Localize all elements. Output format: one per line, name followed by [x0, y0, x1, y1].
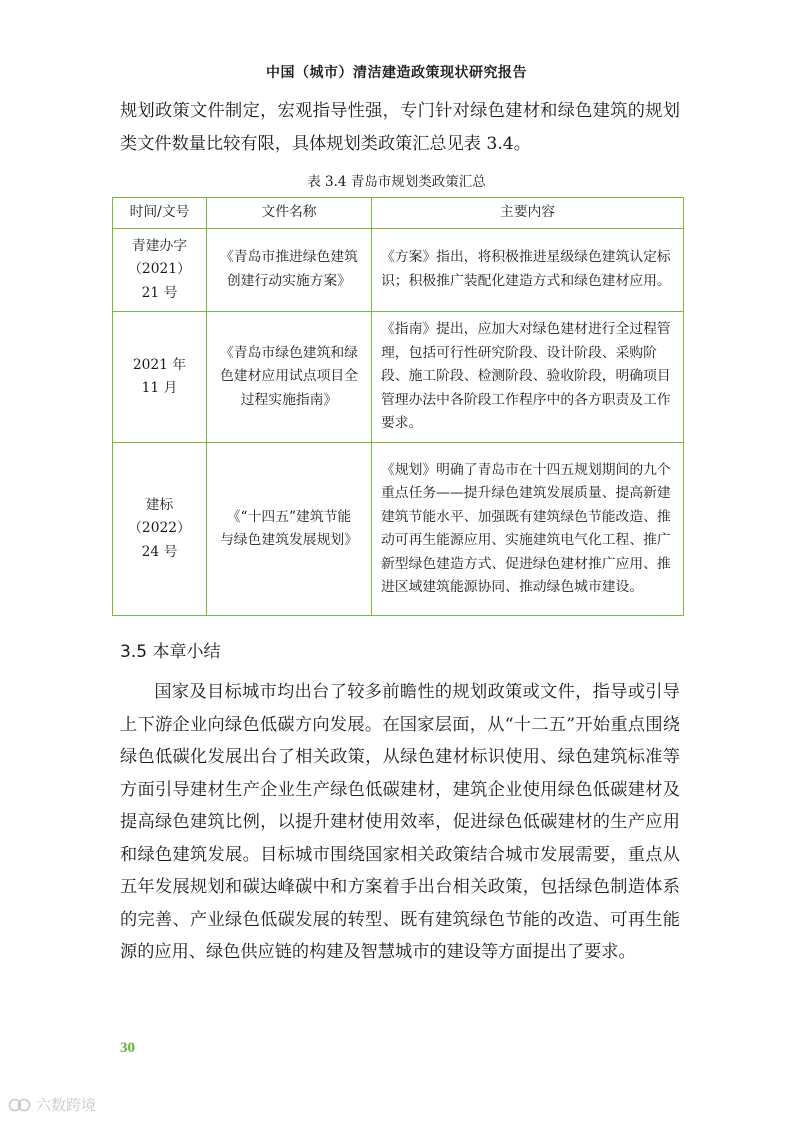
- report-header-title: 中国（城市）清洁建造政策现状研究报告: [266, 65, 527, 81]
- page-number: 30: [120, 1040, 135, 1056]
- table-caption: 表 3.4 青岛市规划类政策汇总: [307, 174, 486, 190]
- cell-name: 《青岛市绿色建筑和绿色建材应用试点项目全过程实施指南》: [207, 312, 372, 443]
- cell-time: 2021 年 11 月: [113, 312, 207, 443]
- header-time: 时间/文号: [113, 198, 207, 229]
- cell-time: 青建办字（2021）21 号: [113, 228, 207, 312]
- watermark-text: 六数跨境: [36, 1096, 97, 1114]
- cell-content: 《方案》指出，将积极推进星级绿色建筑认定标识；积极推广装配化建造方式和绿色建材应用。: [372, 228, 684, 312]
- table-row: [113, 443, 684, 616]
- watermark-logo-icon: [8, 1097, 32, 1113]
- cell-content: 《指南》提出，应加大对绿色建材进行全过程管理，包括可行性研究阶段、设计阶段、采购阶段、施工阶段、检测阶段、验收阶段，明确项目管理办法中各阶段工作程序中的各方职责及工作要求。: [372, 312, 684, 443]
- cell-name: 《“十四五”建筑节能与绿色建筑发展规划》: [207, 443, 372, 616]
- table-row: [113, 312, 684, 443]
- cell-name: 《青岛市推进绿色建筑创建行动实施方案》: [207, 228, 372, 312]
- intro-paragraph: 规划政策文件制定，宏观指导性强，专门针对绿色建材和绿色建筑的规划类文件数量比较有限，具体规划类政策汇总见表 3.4。: [120, 101, 680, 154]
- section-heading: 3.5 本章小结: [120, 642, 221, 662]
- summary-paragraph: 国家及目标城市均出台了较多前瞻性的规划政策或文件，指导或引导上下游企业向绿色低碳方向发展。在国家层面，从“十二五”开始重点围绕绿色低碳化发展出台了相关政策，从绿色建材标识使用、绿色建筑标准等方面引导建材生产企业生产绿色低碳建材，建筑企业使用绿色低碳建材及提高绿色建筑比例，以提升建材使用效率，促进绿色低碳建材的生产应用和绿色建筑发展。目标城市围绕国家相关政策结合城市发展需要，重点从五年发展规划和碳达峰碳中和方案着手出台相关政策，包括绿色制造体系的完善、产业绿色低碳发展的转型、既有建筑绿色节能的改造、可再生能源的应用、绿色供应链的构建及智慧城市的建设等方面提出了要求。: [120, 682, 680, 962]
- header-content: 主要内容: [372, 198, 684, 229]
- table-row: [113, 228, 684, 312]
- watermark: [8, 1094, 96, 1115]
- header-name: 文件名称: [207, 198, 372, 229]
- table-header-row: [113, 198, 684, 229]
- cell-content: 《规划》明确了青岛市在十四五规划期间的九个重点任务——提升绿色建筑发展质量、提高新建建筑节能水平、加强既有建筑绿色节能改造、推动可再生能源应用、实施建筑电气化工程、推广新型绿色建造方式、促进绿色建材推广应用、推进区域建筑能源协同、推动绿色城市建设。: [372, 443, 684, 616]
- cell-time: 建标（2022）24 号: [113, 443, 207, 616]
- policy-table: [112, 197, 684, 616]
